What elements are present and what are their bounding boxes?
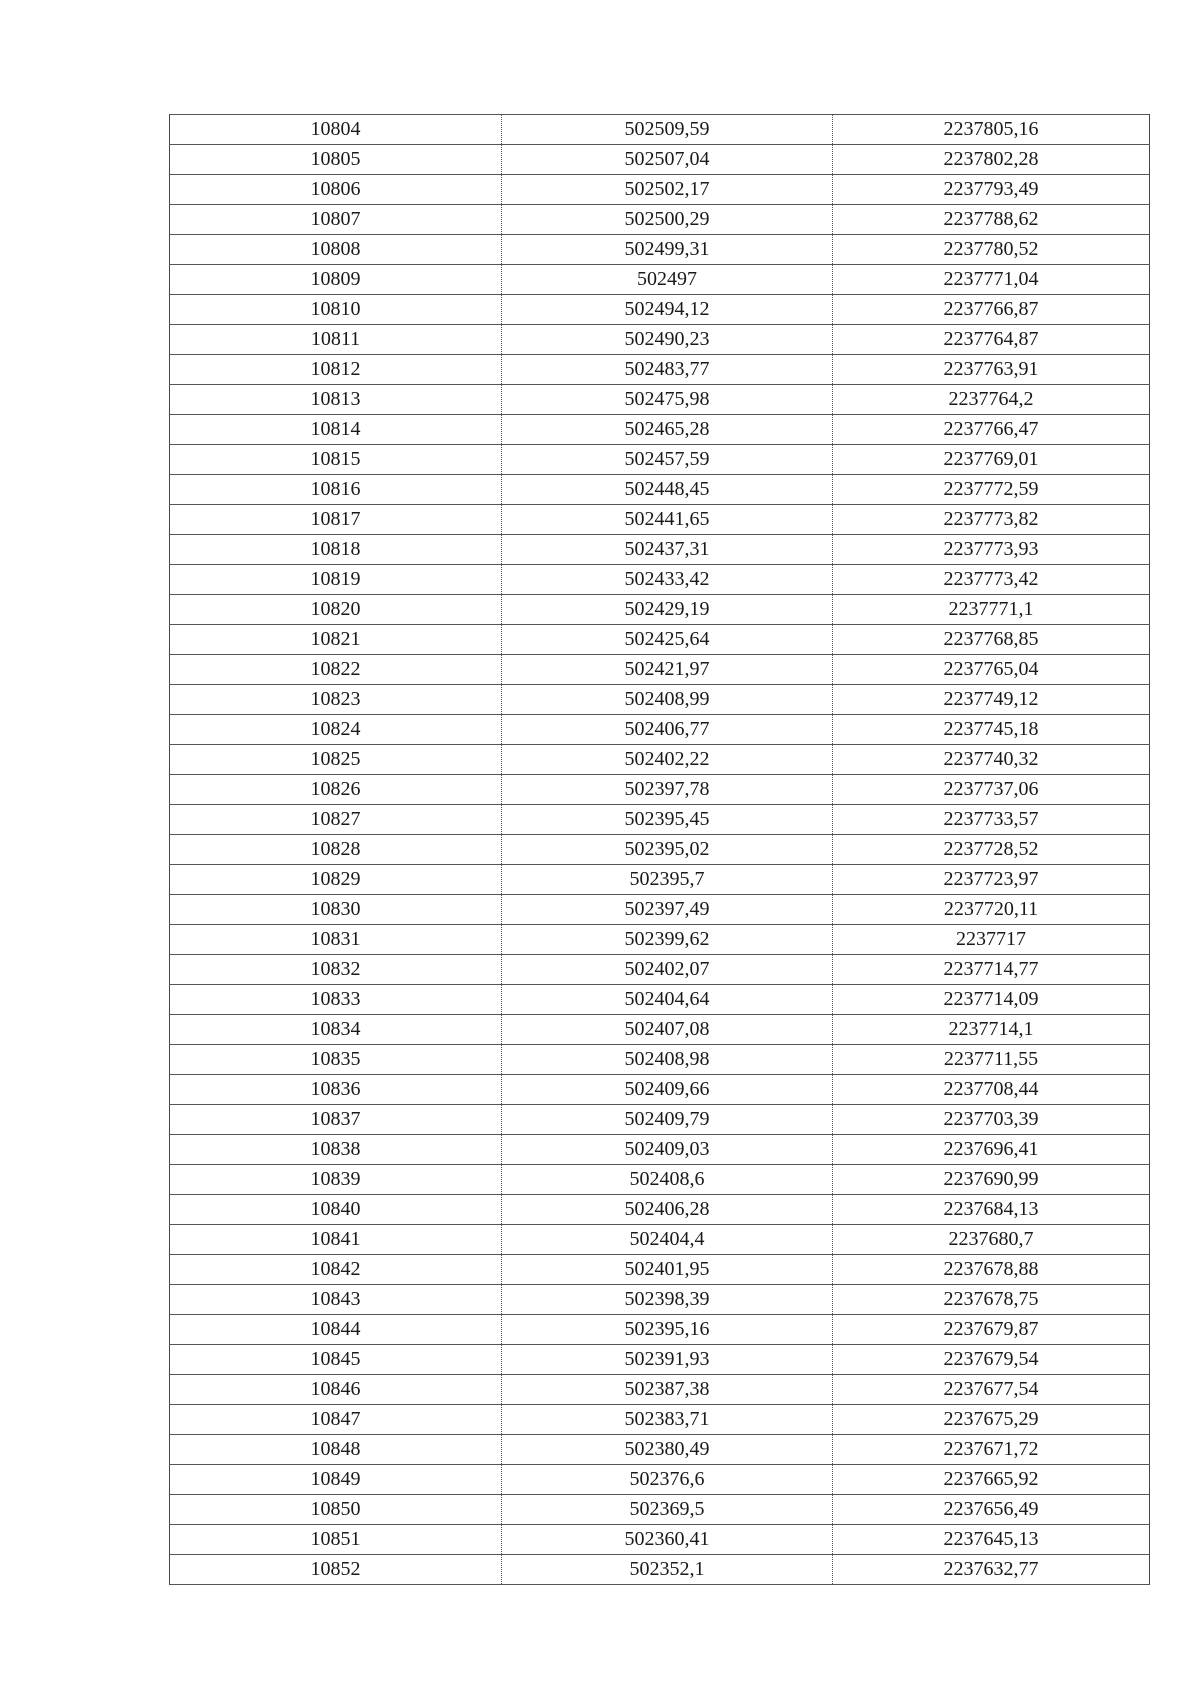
y-coordinate-cell: 2237679,54 [833, 1345, 1150, 1375]
y-coordinate-cell: 2237678,88 [833, 1255, 1150, 1285]
y-coordinate-cell: 2237645,13 [833, 1525, 1150, 1555]
y-coordinate-cell: 2237711,55 [833, 1045, 1150, 1075]
y-coordinate-cell: 2237772,59 [833, 475, 1150, 505]
x-coordinate-cell: 502500,29 [502, 205, 833, 235]
table-row [170, 1045, 1150, 1075]
table-row [170, 535, 1150, 565]
y-coordinate-cell: 2237665,92 [833, 1465, 1150, 1495]
x-coordinate-cell: 502494,12 [502, 295, 833, 325]
y-coordinate-cell: 2237696,41 [833, 1135, 1150, 1165]
table-row [170, 1255, 1150, 1285]
point-number-cell: 10823 [170, 685, 502, 715]
coordinates-table [169, 114, 1150, 1585]
y-coordinate-cell: 2237675,29 [833, 1405, 1150, 1435]
y-coordinate-cell: 2237714,77 [833, 955, 1150, 985]
x-coordinate-cell: 502409,66 [502, 1075, 833, 1105]
x-coordinate-cell: 502448,45 [502, 475, 833, 505]
table-row [170, 1135, 1150, 1165]
y-coordinate-cell: 2237793,49 [833, 175, 1150, 205]
table-row [170, 565, 1150, 595]
y-coordinate-cell: 2237717 [833, 925, 1150, 955]
point-number-cell: 10852 [170, 1555, 502, 1585]
point-number-cell: 10821 [170, 625, 502, 655]
point-number-cell: 10807 [170, 205, 502, 235]
x-coordinate-cell: 502502,17 [502, 175, 833, 205]
y-coordinate-cell: 2237671,72 [833, 1435, 1150, 1465]
x-coordinate-cell: 502409,03 [502, 1135, 833, 1165]
x-coordinate-cell: 502398,39 [502, 1285, 833, 1315]
y-coordinate-cell: 2237773,82 [833, 505, 1150, 535]
table-row [170, 205, 1150, 235]
y-coordinate-cell: 2237763,91 [833, 355, 1150, 385]
x-coordinate-cell: 502441,65 [502, 505, 833, 535]
table-row [170, 1285, 1150, 1315]
table-row [170, 685, 1150, 715]
table-row [170, 445, 1150, 475]
table-row [170, 985, 1150, 1015]
table-row [170, 265, 1150, 295]
point-number-cell: 10822 [170, 655, 502, 685]
table-row [170, 385, 1150, 415]
table-row [170, 835, 1150, 865]
y-coordinate-cell: 2237632,77 [833, 1555, 1150, 1585]
table-row [170, 745, 1150, 775]
x-coordinate-cell: 502395,7 [502, 865, 833, 895]
x-coordinate-cell: 502497 [502, 265, 833, 295]
point-number-cell: 10837 [170, 1105, 502, 1135]
y-coordinate-cell: 2237771,04 [833, 265, 1150, 295]
point-number-cell: 10848 [170, 1435, 502, 1465]
x-coordinate-cell: 502352,1 [502, 1555, 833, 1585]
table-row [170, 715, 1150, 745]
x-coordinate-cell: 502397,49 [502, 895, 833, 925]
point-number-cell: 10841 [170, 1225, 502, 1255]
table-row [170, 115, 1150, 145]
y-coordinate-cell: 2237773,42 [833, 565, 1150, 595]
y-coordinate-cell: 2237769,01 [833, 445, 1150, 475]
x-coordinate-cell: 502404,4 [502, 1225, 833, 1255]
x-coordinate-cell: 502475,98 [502, 385, 833, 415]
table-row [170, 655, 1150, 685]
x-coordinate-cell: 502406,28 [502, 1195, 833, 1225]
table-row [170, 1195, 1150, 1225]
x-coordinate-cell: 502399,62 [502, 925, 833, 955]
table-row [170, 1465, 1150, 1495]
y-coordinate-cell: 2237765,04 [833, 655, 1150, 685]
table-row [170, 925, 1150, 955]
point-number-cell: 10843 [170, 1285, 502, 1315]
table-row [170, 775, 1150, 805]
table-row [170, 1345, 1150, 1375]
x-coordinate-cell: 502383,71 [502, 1405, 833, 1435]
point-number-cell: 10840 [170, 1195, 502, 1225]
y-coordinate-cell: 2237733,57 [833, 805, 1150, 835]
point-number-cell: 10819 [170, 565, 502, 595]
y-coordinate-cell: 2237728,52 [833, 835, 1150, 865]
point-number-cell: 10835 [170, 1045, 502, 1075]
table-row [170, 1435, 1150, 1465]
y-coordinate-cell: 2237714,1 [833, 1015, 1150, 1045]
x-coordinate-cell: 502483,77 [502, 355, 833, 385]
point-number-cell: 10810 [170, 295, 502, 325]
y-coordinate-cell: 2237656,49 [833, 1495, 1150, 1525]
table-row [170, 1525, 1150, 1555]
y-coordinate-cell: 2237737,06 [833, 775, 1150, 805]
x-coordinate-cell: 502401,95 [502, 1255, 833, 1285]
point-number-cell: 10817 [170, 505, 502, 535]
y-coordinate-cell: 2237768,85 [833, 625, 1150, 655]
x-coordinate-cell: 502408,98 [502, 1045, 833, 1075]
table-row [170, 625, 1150, 655]
table-row [170, 955, 1150, 985]
x-coordinate-cell: 502387,38 [502, 1375, 833, 1405]
table-row [170, 865, 1150, 895]
table-row [170, 1015, 1150, 1045]
point-number-cell: 10827 [170, 805, 502, 835]
y-coordinate-cell: 2237749,12 [833, 685, 1150, 715]
point-number-cell: 10806 [170, 175, 502, 205]
y-coordinate-cell: 2237684,13 [833, 1195, 1150, 1225]
y-coordinate-cell: 2237766,87 [833, 295, 1150, 325]
point-number-cell: 10805 [170, 145, 502, 175]
y-coordinate-cell: 2237764,87 [833, 325, 1150, 355]
point-number-cell: 10825 [170, 745, 502, 775]
x-coordinate-cell: 502408,99 [502, 685, 833, 715]
y-coordinate-cell: 2237740,32 [833, 745, 1150, 775]
point-number-cell: 10834 [170, 1015, 502, 1045]
x-coordinate-cell: 502360,41 [502, 1525, 833, 1555]
x-coordinate-cell: 502376,6 [502, 1465, 833, 1495]
x-coordinate-cell: 502369,5 [502, 1495, 833, 1525]
table-row [170, 1225, 1150, 1255]
table-row [170, 1405, 1150, 1435]
point-number-cell: 10815 [170, 445, 502, 475]
point-number-cell: 10808 [170, 235, 502, 265]
point-number-cell: 10816 [170, 475, 502, 505]
x-coordinate-cell: 502457,59 [502, 445, 833, 475]
x-coordinate-cell: 502402,22 [502, 745, 833, 775]
table-row [170, 1075, 1150, 1105]
point-number-cell: 10820 [170, 595, 502, 625]
x-coordinate-cell: 502391,93 [502, 1345, 833, 1375]
x-coordinate-cell: 502409,79 [502, 1105, 833, 1135]
x-coordinate-cell: 502397,78 [502, 775, 833, 805]
y-coordinate-cell: 2237679,87 [833, 1315, 1150, 1345]
point-number-cell: 10836 [170, 1075, 502, 1105]
x-coordinate-cell: 502395,16 [502, 1315, 833, 1345]
point-number-cell: 10845 [170, 1345, 502, 1375]
table-row [170, 505, 1150, 535]
y-coordinate-cell: 2237678,75 [833, 1285, 1150, 1315]
point-number-cell: 10809 [170, 265, 502, 295]
point-number-cell: 10847 [170, 1405, 502, 1435]
point-number-cell: 10832 [170, 955, 502, 985]
point-number-cell: 10813 [170, 385, 502, 415]
point-number-cell: 10838 [170, 1135, 502, 1165]
point-number-cell: 10812 [170, 355, 502, 385]
table-row [170, 415, 1150, 445]
x-coordinate-cell: 502421,97 [502, 655, 833, 685]
point-number-cell: 10851 [170, 1525, 502, 1555]
table-row [170, 475, 1150, 505]
point-number-cell: 10839 [170, 1165, 502, 1195]
y-coordinate-cell: 2237773,93 [833, 535, 1150, 565]
table-row [170, 175, 1150, 205]
x-coordinate-cell: 502429,19 [502, 595, 833, 625]
point-number-cell: 10846 [170, 1375, 502, 1405]
x-coordinate-cell: 502509,59 [502, 115, 833, 145]
y-coordinate-cell: 2237708,44 [833, 1075, 1150, 1105]
x-coordinate-cell: 502408,6 [502, 1165, 833, 1195]
y-coordinate-cell: 2237780,52 [833, 235, 1150, 265]
y-coordinate-cell: 2237805,16 [833, 115, 1150, 145]
x-coordinate-cell: 502395,02 [502, 835, 833, 865]
x-coordinate-cell: 502433,42 [502, 565, 833, 595]
point-number-cell: 10829 [170, 865, 502, 895]
point-number-cell: 10844 [170, 1315, 502, 1345]
table-row [170, 325, 1150, 355]
point-number-cell: 10804 [170, 115, 502, 145]
point-number-cell: 10824 [170, 715, 502, 745]
y-coordinate-cell: 2237771,1 [833, 595, 1150, 625]
y-coordinate-cell: 2237766,47 [833, 415, 1150, 445]
table-row [170, 1165, 1150, 1195]
table-row [170, 1555, 1150, 1585]
x-coordinate-cell: 502465,28 [502, 415, 833, 445]
y-coordinate-cell: 2237723,97 [833, 865, 1150, 895]
x-coordinate-cell: 502499,31 [502, 235, 833, 265]
table-row [170, 355, 1150, 385]
table-row [170, 1315, 1150, 1345]
x-coordinate-cell: 502402,07 [502, 955, 833, 985]
point-number-cell: 10850 [170, 1495, 502, 1525]
point-number-cell: 10828 [170, 835, 502, 865]
point-number-cell: 10849 [170, 1465, 502, 1495]
point-number-cell: 10818 [170, 535, 502, 565]
point-number-cell: 10831 [170, 925, 502, 955]
y-coordinate-cell: 2237764,2 [833, 385, 1150, 415]
x-coordinate-cell: 502437,31 [502, 535, 833, 565]
x-coordinate-cell: 502404,64 [502, 985, 833, 1015]
table-row [170, 145, 1150, 175]
y-coordinate-cell: 2237720,11 [833, 895, 1150, 925]
table-row [170, 895, 1150, 925]
x-coordinate-cell: 502507,04 [502, 145, 833, 175]
y-coordinate-cell: 2237703,39 [833, 1105, 1150, 1135]
table-row [170, 1375, 1150, 1405]
y-coordinate-cell: 2237677,54 [833, 1375, 1150, 1405]
x-coordinate-cell: 502425,64 [502, 625, 833, 655]
point-number-cell: 10811 [170, 325, 502, 355]
coordinates-table-body [170, 115, 1150, 1585]
point-number-cell: 10833 [170, 985, 502, 1015]
y-coordinate-cell: 2237788,62 [833, 205, 1150, 235]
y-coordinate-cell: 2237690,99 [833, 1165, 1150, 1195]
table-row [170, 1105, 1150, 1135]
table-row [170, 805, 1150, 835]
x-coordinate-cell: 502490,23 [502, 325, 833, 355]
table-row [170, 295, 1150, 325]
point-number-cell: 10826 [170, 775, 502, 805]
x-coordinate-cell: 502407,08 [502, 1015, 833, 1045]
point-number-cell: 10830 [170, 895, 502, 925]
y-coordinate-cell: 2237714,09 [833, 985, 1150, 1015]
y-coordinate-cell: 2237680,7 [833, 1225, 1150, 1255]
table-row [170, 235, 1150, 265]
y-coordinate-cell: 2237802,28 [833, 145, 1150, 175]
table-row [170, 595, 1150, 625]
x-coordinate-cell: 502395,45 [502, 805, 833, 835]
table-row [170, 1495, 1150, 1525]
x-coordinate-cell: 502406,77 [502, 715, 833, 745]
y-coordinate-cell: 2237745,18 [833, 715, 1150, 745]
x-coordinate-cell: 502380,49 [502, 1435, 833, 1465]
point-number-cell: 10814 [170, 415, 502, 445]
point-number-cell: 10842 [170, 1255, 502, 1285]
